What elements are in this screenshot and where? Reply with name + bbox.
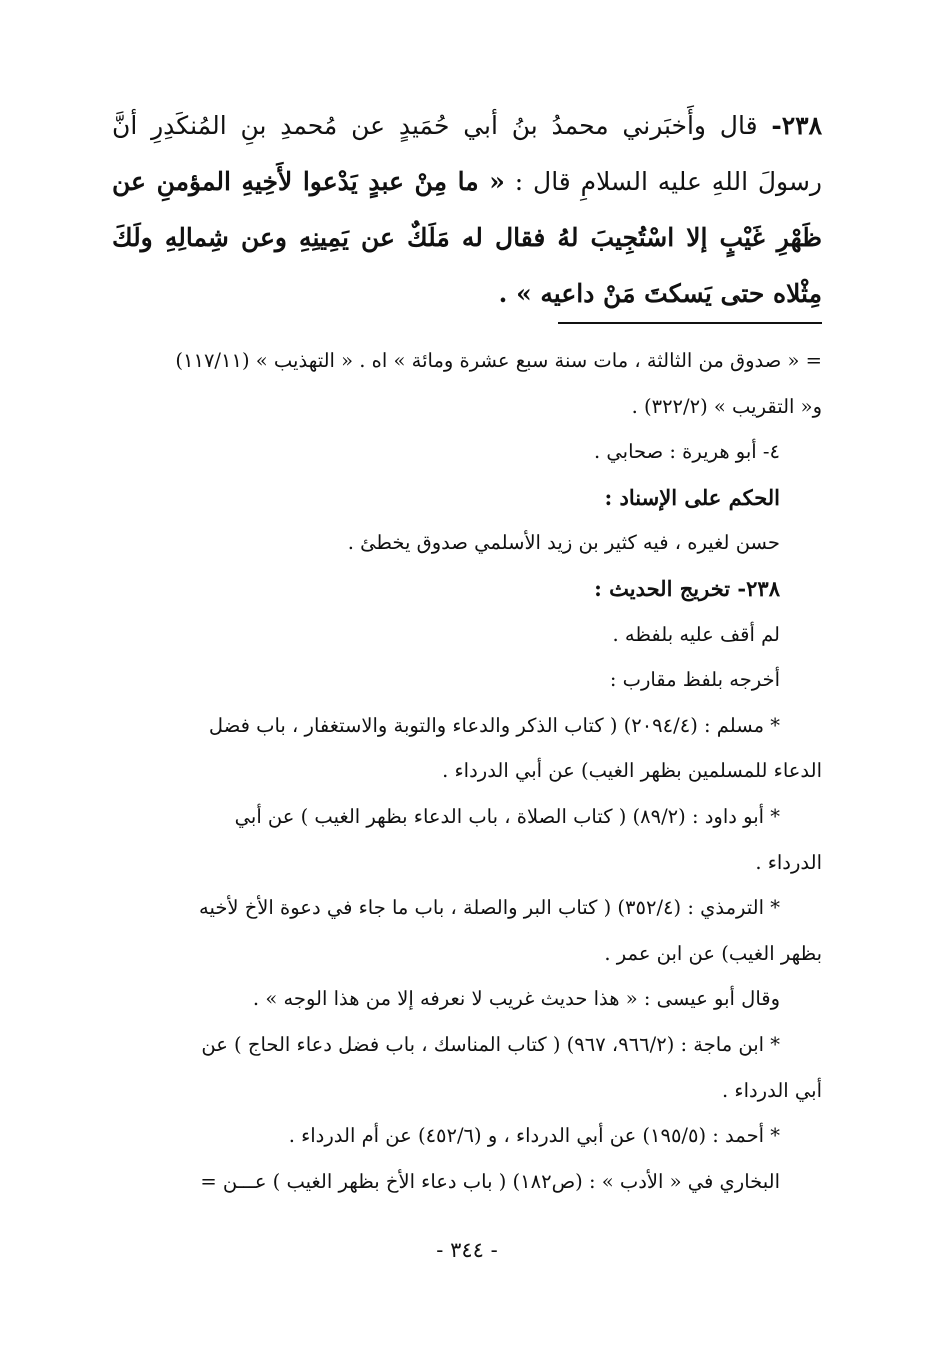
footnote-separator <box>558 322 822 324</box>
footnote-line: الدعاء للمسلمين بظهر الغيب) عن أبي الدرداء . <box>442 759 822 783</box>
footnote-heading: الحكم على الإسناد : <box>604 484 780 510</box>
hadith-main-text <box>112 98 822 322</box>
footnote-line: أخرجه بلفظ مقارب : <box>609 668 780 692</box>
footnote-line: ٤- أبو هريرة : صحابي . <box>594 440 780 464</box>
page-number: - ٣٤٤ - <box>436 1238 498 1262</box>
footnotes-section <box>112 338 822 1204</box>
footnote-line: حسن لغيره ، فيه كثير بن زيد الأسلمي صدوق يخطئ . <box>347 531 780 555</box>
footnote-line: الدرداء . <box>755 850 822 874</box>
footnote-heading: ٢٣٨- تخريج الحديث : <box>594 575 780 601</box>
footnote-line: بظهر الغيب) عن ابن عمر . <box>604 941 822 965</box>
hadith-quote-text: « ما مِنْ عبدٍ يَدْعوا لأَخِيهِ المؤمنِ عن ظَهْرِ غَيْبٍ إلا اسْتُجِيبَ لهُ فقال له مَلَكٌ عن يَمِينِهِ وعن شِمالِهِ ولَكَ مِثْلاه حتى يَسكتَ مَنْ داعيه » . <box>112 167 822 308</box>
footnote-line: * ابن ماجة : (٩٦٦/٢، ٩٦٧) ( كتاب المناسك ، باب فضل دعاء الحاج ) عن <box>201 1032 780 1056</box>
footnote-line: * الترمذي : (٣٥٢/٤) ( كتاب البر والصلة ، باب ما جاء في دعوة الأخ لأخيه <box>198 896 780 920</box>
hadith-number: ٢٣٨- <box>771 111 823 140</box>
footnote-line: = « صدوق من الثالثة ، مات سنة سبع عشرة ومائة » اه . « التهذيب » (١١٧/١١) <box>175 349 822 372</box>
footnote-line: أبي الدرداء . <box>722 1078 822 1102</box>
footnote-line: * أحمد : (١٩٥/٥) عن أبي الدرداء ، و (٤٥٢/٦) عن أم الدرداء . <box>288 1124 780 1148</box>
footnote-line: و« التقريب » (٣٢٢/٢) . <box>631 394 822 418</box>
footnote-line: * مسلم : (٢٠٩٤/٤) ( كتاب الذكر والدعاء والتوبة والاستغفار ، باب فضل <box>208 713 780 737</box>
hadith-chain-text: قال وأَخبَرني محمدُ بنُ أبي حُمَيدٍ عن مُحمدِ بنِ المُنكَدِرِ أنَّ رسولَ اللهِ عليه السلامِ قال : <box>112 111 822 196</box>
footnote-line: وقال أبو عيسى : « هذا حديث غريب لا نعرفه إلا من هذا الوجه » . <box>252 987 780 1011</box>
footnote-line: البخاري في « الأدب » : (ص١٨٢) ( باب دعاء الأخ بظهر الغيب ) عـــن = <box>200 1169 780 1193</box>
footnote-line: لم أقف عليه بلفظه . <box>612 622 780 646</box>
footnote-line: * أبو داود : (٨٩/٢) ( كتاب الصلاة ، باب الدعاء بظهر الغيب ) عن أبي <box>234 804 780 828</box>
